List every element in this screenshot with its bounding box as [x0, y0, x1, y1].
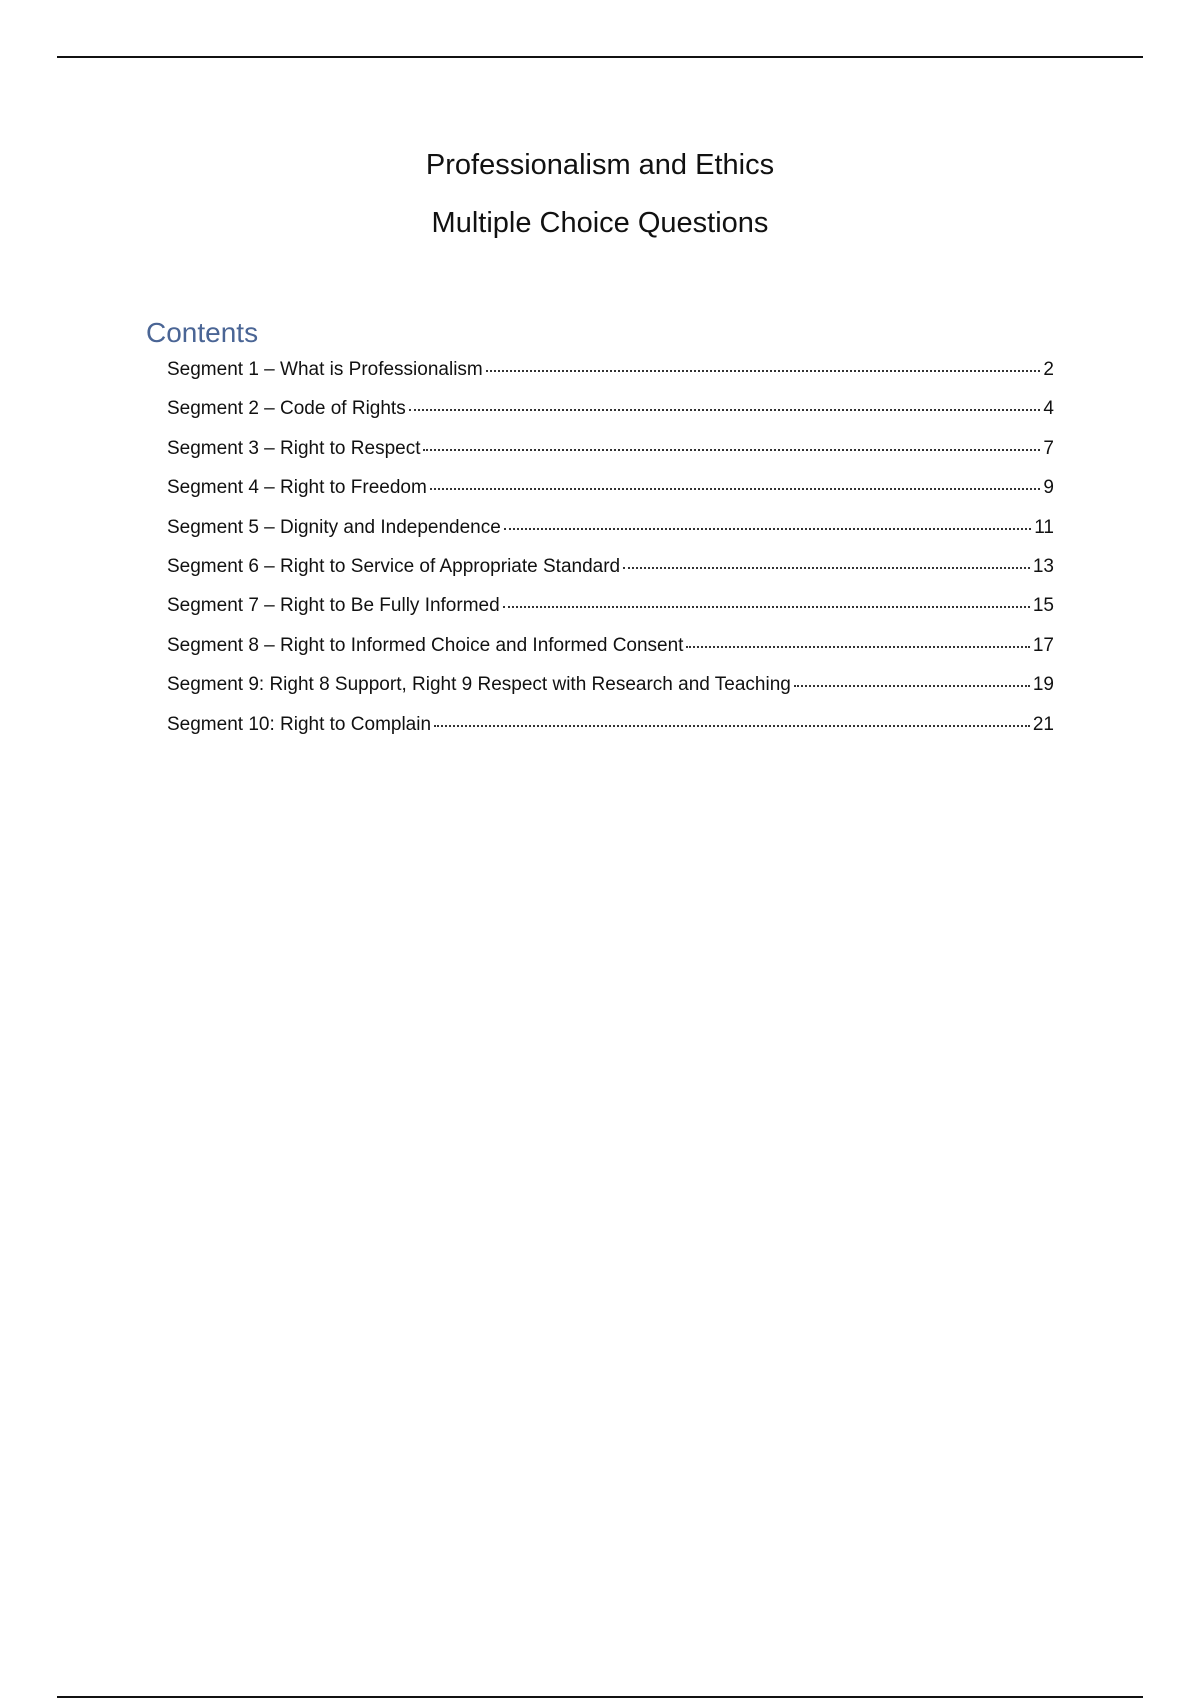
toc-entry-segment-5[interactable] [167, 518, 1054, 557]
toc-entry-segment-7[interactable] [167, 596, 1054, 635]
toc-entry-segment-9[interactable] [167, 675, 1054, 714]
toc-entry-segment-6[interactable] [167, 557, 1054, 596]
toc-entry-page: 9 [1043, 477, 1054, 499]
toc-entry-title: Segment 9: Right 8 Support, Right 9 Respect with Research and Teaching [167, 674, 791, 696]
toc-entry-title: Segment 10: Right to Complain [167, 713, 432, 735]
footer-rule [57, 1696, 1143, 1698]
toc-dot-leader [686, 646, 1029, 648]
toc-dot-leader [623, 567, 1030, 569]
toc-entry-segment-4[interactable] [167, 478, 1054, 517]
toc-entry-title: Segment 2 – Code of Rights [167, 398, 406, 420]
toc-entry-segment-1[interactable] [167, 360, 1054, 399]
toc-entry-title: Segment 7 – Right to Be Fully Informed [167, 595, 500, 617]
toc-entry-page: 7 [1043, 437, 1054, 459]
contents-heading: Contents [146, 317, 259, 348]
toc-entry-title: Segment 5 – Dignity and Independence [167, 516, 501, 538]
toc-entry-segment-8[interactable] [167, 636, 1054, 675]
toc-dot-leader [486, 370, 1041, 372]
document-title: Professionalism and Ethics [425, 149, 775, 181]
toc-entry-segment-2[interactable] [167, 399, 1054, 438]
toc-dot-leader [504, 528, 1031, 530]
toc-entry-page: 15 [1032, 595, 1054, 617]
toc-entry-page: 13 [1032, 555, 1054, 577]
toc-entry-title: Segment 1 – What is Professionalism [167, 359, 483, 380]
document-subtitle: Multiple Choice Questions [431, 207, 769, 239]
toc-entry-page: 19 [1032, 674, 1054, 696]
toc-entry-page: 4 [1043, 398, 1054, 420]
toc-dot-leader [503, 606, 1030, 608]
toc-entry-page: 2 [1043, 359, 1054, 380]
toc-dot-leader [794, 685, 1030, 687]
toc-entry-title: Segment 3 – Right to Respect [167, 437, 421, 459]
toc-entry-page: 17 [1032, 634, 1054, 656]
toc-entry-title: Segment 6 – Right to Service of Appropriate Standard [167, 555, 621, 577]
toc-dot-leader [430, 488, 1041, 490]
header-rule [57, 56, 1143, 58]
toc-dot-leader [409, 409, 1041, 411]
toc-entry-segment-3[interactable] [167, 439, 1054, 478]
toc-dot-leader [434, 725, 1030, 727]
toc-entry-segment-10[interactable] [167, 715, 1054, 754]
table-of-contents [167, 360, 1054, 754]
toc-entry-title: Segment 4 – Right to Freedom [167, 477, 427, 499]
toc-entry-page: 21 [1032, 713, 1054, 735]
toc-entry-page: 11 [1034, 516, 1054, 538]
toc-entry-title: Segment 8 – Right to Informed Choice and Informed Consent [167, 634, 684, 656]
toc-dot-leader [423, 449, 1040, 451]
